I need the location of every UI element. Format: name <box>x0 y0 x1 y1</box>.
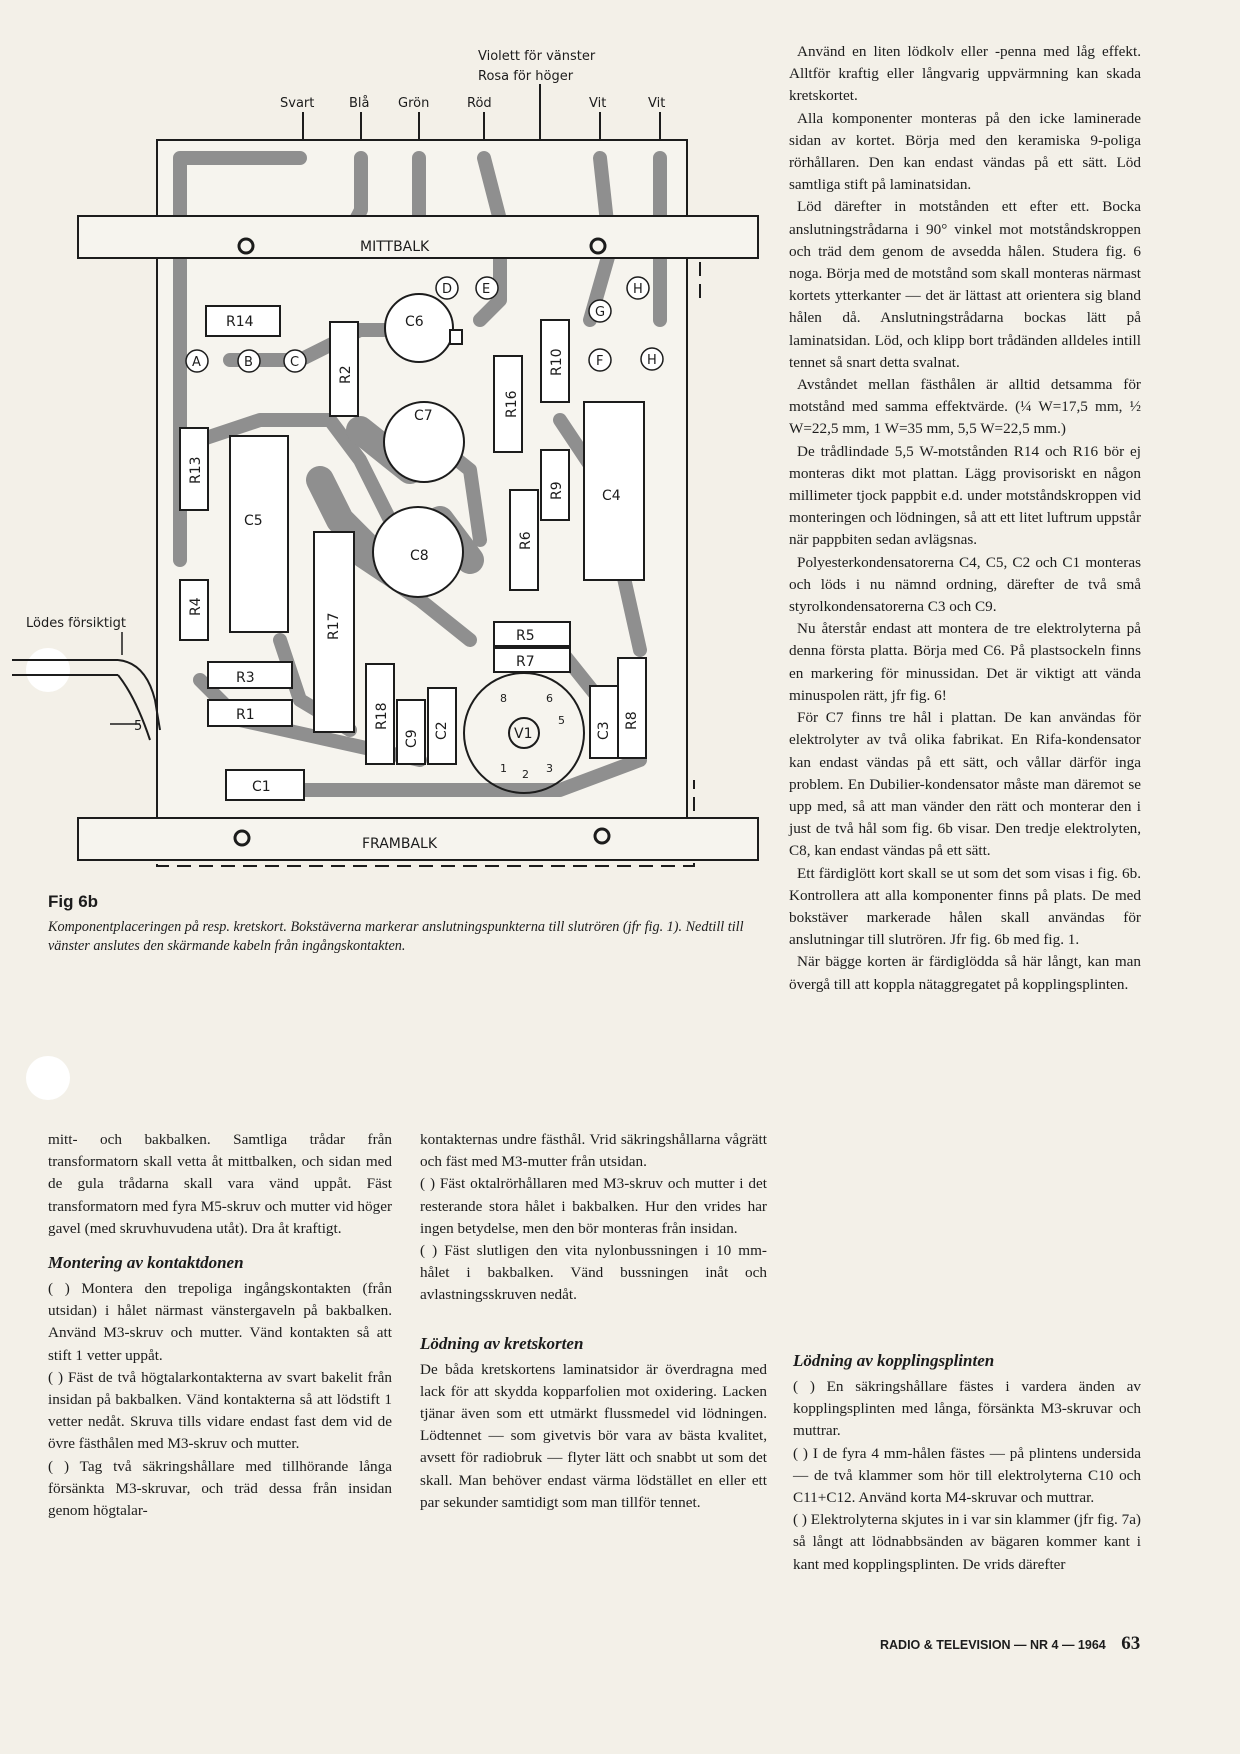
label-r8: R8 <box>624 711 640 730</box>
tube-pin-1: 1 <box>500 762 507 775</box>
paragraph: ( ) Fäst slutligen den vita nylonbussningen i 10 mm-hålet i bakbalken. Vänd bussningen inåt och avlastningsskruven nedåt. <box>420 1242 767 1304</box>
label-c5: C5 <box>244 513 263 529</box>
binder-hole-middle <box>26 1056 70 1100</box>
paragraph: mitt- och bakbalken. Samtliga trådar från transformatorn skall vetta åt mittbalken, och sidan med de gula trådarna skall vara vänd uppåt. Fäst transformatorn med fyra M5-skruv och mutter vid höger gavel (med skruvhuvudena utåt). Dra åt kraftigt. <box>48 1131 392 1237</box>
wire-label-svart: Svart <box>280 96 315 111</box>
circuit-board-diagram <box>0 30 780 890</box>
paragraph: ( ) Fäst de två högtalarkontakterna av svart bakelit från insidan på bakbalken. Vänd kontakterna så att lödstift 1 vetter nedåt. Skruva tills vidare endast fast dem vid de övre fästhålen med M3-skruv och mutter. <box>48 1368 392 1453</box>
right-bottom-text <box>793 1338 1141 1576</box>
paragraph: Polyesterkondensatorerna C4, C5, C2 och C1 monteras och löds i nu nämnd ordning, därefter de två små styrolkondensatorerna C3 och C9. <box>789 553 1141 616</box>
beam-label-mittbalk: MITTBALK <box>360 239 430 255</box>
point-e: E <box>482 282 491 297</box>
paragraph: ( ) Elektrolyterna skjutes in i var sin klammer (jfr fig. 7a) så långt att lödnabbsänden av bägaren kommer kant i kant med kopplingsplinten. De vrids därefter <box>793 1511 1141 1573</box>
label-r7: R7 <box>516 654 535 670</box>
label-r3: R3 <box>236 670 255 686</box>
label-r14: R14 <box>226 314 254 330</box>
wire-label-vit-1: Vit <box>589 96 607 111</box>
label-r10: R10 <box>549 348 565 376</box>
paragraph: Alla komponenter monteras på den icke laminerade sidan av kortet. Börja med den keramiska 9-poliga rörhållaren. Den kan endast vändas på ett sätt. Löd samtliga stift på laminatsidan. <box>789 109 1141 194</box>
point-a: A <box>192 355 201 370</box>
frambalk-beam <box>78 818 758 860</box>
paragraph: ( ) Tag två säkringshållare med tillhörande långa försänkta M3-skruvar, och träd dessa från insidan genom högtalar- <box>48 1457 392 1520</box>
mittbalk-beam <box>78 216 758 258</box>
wire-label-vit-2: Vit <box>648 96 666 111</box>
tube-pin-3: 3 <box>546 762 553 775</box>
tube-pin-8: 8 <box>500 692 507 705</box>
label-r17: R17 <box>326 612 342 640</box>
tube-pin-6: 6 <box>546 692 553 705</box>
label-r1: R1 <box>236 707 255 723</box>
wire-label-bla: Blå <box>349 96 370 111</box>
label-c8: C8 <box>410 548 429 564</box>
figure-caption-text: Komponentplaceringen på resp. kretskort. Bokstäverna markerar anslutningspunkterna till slutrören (jfr fig. 1). Nedtill till vänster anslutes den skärmande kabeln från ingångskontakten. <box>48 919 744 954</box>
section-heading: Lödning av kretskorten <box>420 1333 584 1353</box>
label-r13: R13 <box>188 456 204 484</box>
label-c4: C4 <box>602 488 621 504</box>
point-b: B <box>244 355 253 370</box>
paragraph: De trådlindade 5,5 W-motstånden R14 och R16 bör ej monteras dikt mot plattan. Lägg provisoriskt en någon millimeter tjock pappbit e.d. under motståndskroppen vid monteringen och lödningen, så att ett litet luftrum uppstår när pappbiten sedan avlägsnas. <box>789 442 1141 549</box>
figure-caption <box>48 892 760 956</box>
paragraph: Avståndet mellan fästhålen är alltid detsamma för motstånd med samma effektvärde. (¼ W=17,5 mm, ½ W=22,5 mm, 1 W=35 mm, 5,5 W=22,5 mm.) <box>789 376 1141 438</box>
label-v1: V1 <box>514 726 533 742</box>
paragraph: De båda kretskortens laminatsidor är överdragna med lack för att skydda kopparfolien mot oxidering. Lacken tjänar även som ett utmärkt flussmedel vid lödningen. Lödtennet — som givetvis bör vara av bästa kvalitet, avsett för radiobruk — flyter lätt och snabbt ut som det skall. Man behöver endast värma lödstället en eller ett par sekunder samtidigt som man tillför tennet. <box>420 1360 767 1511</box>
label-r6: R6 <box>518 531 534 550</box>
page-footer <box>880 1633 1142 1655</box>
wire-label-gron: Grön <box>398 96 430 111</box>
point-c: C <box>290 355 300 370</box>
paragraph: kontakternas undre fästhål. Vrid säkringshållarna vågrätt och fäst med M3-mutter från utsidan. <box>420 1131 767 1171</box>
paragraph: ( ) Montera den trepoliga ingångskontakten (från utsidan) i hålet närmast vänstergaveln på bakbalken. Använd M3-skruv och mutter. Vänd kontakten så att stift 1 vetter uppåt. <box>48 1280 392 1364</box>
section-heading: Lödning av kopplingsplinten <box>793 1351 995 1370</box>
paragraph: ( ) Fäst oktalrörhållaren med M3-skruv och mutter i det resterande stora hålet i bakbalken. Hur den vrides har ingen betydelse, men den bör monteras från insidan. <box>420 1175 767 1237</box>
point-d: D <box>442 282 453 297</box>
solder-note: Lödes försiktigt <box>26 616 126 631</box>
label-c2: C2 <box>434 721 450 740</box>
paragraph: Ett färdiglött kort skall se ut som det som visas i fig. 6b. Kontrollera att alla komponenter finns på plats. De med bokstäver markerade hålen skall användas för anslutningar till slutrören. Jfr fig. 6b med fig. 1. <box>789 864 1141 949</box>
wire-label-rod: Röd <box>467 96 492 111</box>
paragraph: Löd därefter in motstånden ett efter ett. Bocka anslutningstrådarna i 90° vinkel mot motståndskroppen och träd dem genom de avsedda hålen. Studera fig. 6 noga. Börja med de motstånd som skall monteras närmast kortets ytterkanter — det är lättast att orientera sig bland hålen då. Anslutningstrådarna bockas lätt på laminatsidan. Löd, och klipp bort trådänden alldeles intill tennet så snart detta svalnat. <box>789 198 1141 371</box>
label-r18: R18 <box>374 702 390 730</box>
tube-pin-2: 2 <box>522 768 529 781</box>
tube-pin-5: 5 <box>558 714 565 727</box>
wire-label-violet: Violett för vänster <box>478 49 596 64</box>
label-c3: C3 <box>596 721 612 740</box>
label-r5: R5 <box>516 628 535 644</box>
label-c9: C9 <box>404 729 420 748</box>
label-r16: R16 <box>504 390 520 418</box>
page-number: 63 <box>1121 1633 1141 1654</box>
paragraph: ( ) I de fyra 4 mm-hålen fästes — på plintens undersida — de två klammer som hör till elektrolyterna C10 och C11+C12. Använd korta M4-skruvar och muttrar. <box>793 1444 1141 1507</box>
paragraph: Använd en liten lödkolv eller -penna med låg effekt. Alltför kraftig eller långvarig uppvärmning kan skada kretskortet. <box>789 43 1141 105</box>
wire-label-rosa: Rosa för höger <box>478 69 574 84</box>
point-h-2: H <box>647 353 657 368</box>
paragraph: För C7 finns tre hål i plattan. De kan användas för elektrolyter av två olika fabrikat. En Rifa-kondensator kan endast vändas på ett sätt, och vållar därför inga problem. En Dubilier-kondensator måste man däremot se upp med, så att man vänder den rätt och monterar den i just de två hål som fig. 6b visar. Den tredje elektrolyten, C8, kan endast vändas på ett sätt. <box>789 709 1141 860</box>
figure-number: Fig 6b <box>48 892 99 911</box>
label-c1: C1 <box>252 779 271 795</box>
label-c7: C7 <box>414 408 433 424</box>
paragraph: Nu återstår endast att montera de tre elektrolyterna på denna första platta. Börja med C6. På plastsockeln finns en markering för minussidan. Det är viktigt att vända minuspolen rätt, jfr fig. 6! <box>789 620 1141 704</box>
label-r9: R9 <box>549 481 565 500</box>
point-h-1: H <box>633 282 643 297</box>
middle-column-text <box>420 1129 767 1514</box>
right-column-text <box>789 41 1141 996</box>
label-r2: R2 <box>338 365 354 384</box>
left-column-text <box>48 1129 392 1522</box>
label-r4: R4 <box>188 597 204 616</box>
point-f: F <box>596 354 604 369</box>
magazine-issue: RADIO & TELEVISION — NR 4 — 1964 <box>880 1638 1106 1652</box>
paragraph: När bägge korten är färdiglödda så här långt, kan man övergå till att koppla nätaggregatet på kopplingsplinten. <box>789 953 1141 993</box>
dimension-5: 5 <box>134 719 143 734</box>
beam-label-frambalk: FRAMBALK <box>362 836 438 852</box>
point-g: G <box>595 305 606 320</box>
label-c6: C6 <box>405 314 424 330</box>
paragraph: ( ) En säkringshållare fästes i vardera änden av kopplingsplinten med långa, försänkta M3-skruvar och muttrar. <box>793 1378 1141 1440</box>
section-heading: Montering av kontaktdonen <box>48 1253 244 1273</box>
